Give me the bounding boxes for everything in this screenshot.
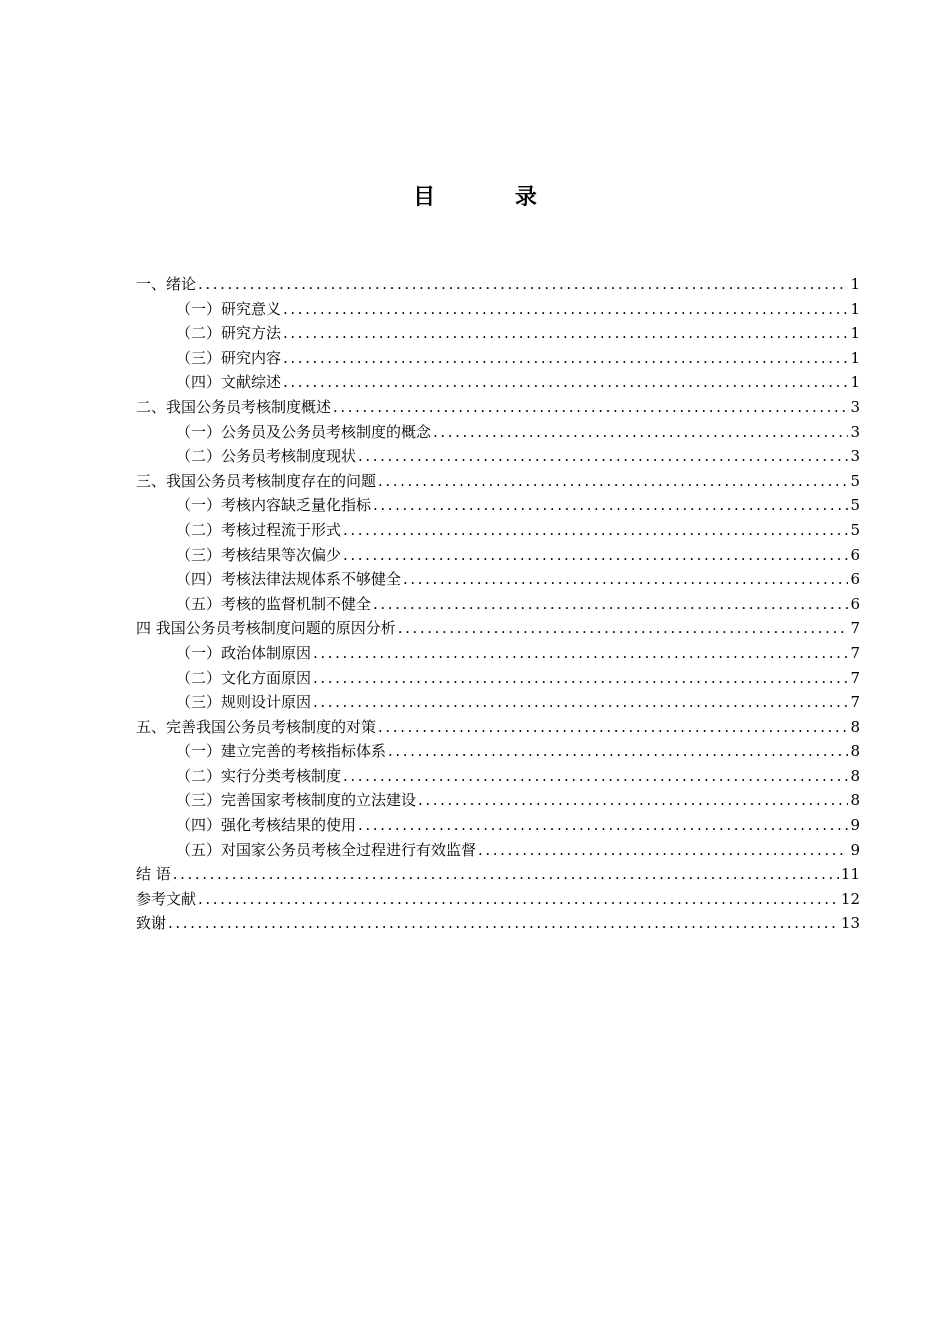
toc-entry-title: （四）文献综述: [176, 373, 282, 392]
toc-entry: [136, 272, 860, 297]
toc-entry: [136, 616, 860, 641]
toc-entry: [136, 444, 860, 469]
toc-entry: [136, 395, 860, 420]
toc-page-number: 7: [850, 619, 860, 638]
toc-entry: [136, 838, 860, 863]
toc-entry-title: （一）研究意义: [176, 299, 282, 318]
toc-entry: [136, 690, 860, 715]
toc-entry-title: 五、完善我国公务员考核制度的对策: [136, 717, 377, 736]
toc-entry-title: （二）考核过程流于形式: [176, 520, 342, 539]
toc-entry-title: （三）规则设计原因: [176, 693, 312, 712]
toc-leader-dots: [398, 616, 849, 641]
toc-entry-title: 结 语: [136, 865, 171, 884]
toc-entry-title: （三）完善国家考核制度的立法建设: [176, 791, 417, 810]
toc-entry-title: （四）考核法律法规体系不够健全: [176, 570, 402, 589]
toc-entry-title: （五）对国家公务员考核全过程进行有效监督: [176, 840, 477, 859]
toc-page-number: 3: [850, 397, 860, 416]
toc-leader-dots: [403, 567, 848, 592]
toc-page-number: 13: [840, 914, 860, 933]
toc-entry: [136, 641, 860, 666]
toc-leader-dots: [378, 469, 848, 494]
toc-leader-dots: [173, 862, 839, 887]
toc-page-number: 6: [850, 545, 860, 564]
toc-page-number: 8: [850, 766, 860, 785]
toc-entry-title: （二）研究方法: [176, 324, 282, 343]
page-title: 目 录: [413, 185, 573, 210]
toc-page-number: 9: [850, 840, 860, 859]
toc-entry-title: （一）政治体制原因: [176, 643, 312, 662]
toc-entry: [136, 420, 860, 445]
toc-page-number: 5: [850, 520, 860, 539]
toc-entry: [136, 346, 860, 371]
toc-page-number: 1: [850, 299, 860, 318]
toc-page-number: 5: [850, 496, 860, 515]
toc-entry-title: （一）公务员及公务员考核制度的概念: [176, 422, 432, 441]
toc-entry: [136, 370, 860, 395]
toc-entry-title: （四）强化考核结果的使用: [176, 816, 357, 835]
toc-entry: [136, 592, 860, 617]
toc-leader-dots: [313, 666, 848, 691]
toc-entry: [136, 493, 860, 518]
toc-entry: [136, 321, 860, 346]
toc-leader-dots: [168, 911, 839, 936]
toc-entry: [136, 469, 860, 494]
toc-entry-title: （一）建立完善的考核指标体系: [176, 742, 387, 761]
toc-page-number: 3: [850, 447, 860, 466]
toc-page-number: 8: [850, 717, 860, 736]
toc-entry-title: （五）考核的监督机制不健全: [176, 594, 372, 613]
toc-entry: [136, 788, 860, 813]
toc-entry: [136, 297, 860, 322]
toc-leader-dots: [373, 592, 848, 617]
toc-entry-title: 四 我国公务员考核制度问题的原因分析: [136, 619, 396, 638]
table-of-contents: [136, 272, 860, 936]
toc-leader-dots: [478, 838, 848, 863]
toc-entry: [136, 887, 860, 912]
toc-page-number: 1: [850, 324, 860, 343]
toc-entry: [136, 518, 860, 543]
toc-entry: [136, 567, 860, 592]
toc-page-number: 12: [840, 889, 860, 908]
toc-page-number: 5: [850, 471, 860, 490]
toc-page-number: 8: [850, 742, 860, 761]
toc-entry-title: （三）考核结果等次偏少: [176, 545, 342, 564]
toc-page-number: 7: [850, 668, 860, 687]
toc-page-number: 6: [850, 570, 860, 589]
toc-entry: [136, 764, 860, 789]
toc-leader-dots: [313, 641, 848, 666]
toc-leader-dots: [343, 518, 848, 543]
toc-leader-dots: [283, 321, 848, 346]
toc-page-number: 1: [850, 275, 860, 293]
toc-leader-dots: [198, 272, 848, 297]
toc-leader-dots: [313, 690, 848, 715]
toc-entry-title: （二）实行分类考核制度: [176, 766, 342, 785]
toc-entry-title: （一）考核内容缺乏量化指标: [176, 496, 372, 515]
toc-entry-title: 三、我国公务员考核制度存在的问题: [136, 471, 377, 490]
toc-leader-dots: [418, 788, 848, 813]
toc-leader-dots: [358, 813, 848, 838]
toc-entry: [136, 862, 860, 887]
toc-page-number: 1: [850, 348, 860, 367]
toc-entry: [136, 911, 860, 936]
toc-leader-dots: [433, 420, 848, 445]
toc-entry-title: 一、绪论: [136, 275, 197, 293]
toc-leader-dots: [388, 739, 848, 764]
toc-entry-title: 致谢: [136, 914, 167, 933]
toc-leader-dots: [358, 444, 848, 469]
toc-entry: [136, 739, 860, 764]
toc-entry-title: （二）文化方面原因: [176, 668, 312, 687]
toc-page-number: 3: [850, 422, 860, 441]
toc-leader-dots: [333, 395, 848, 420]
toc-leader-dots: [373, 493, 848, 518]
toc-leader-dots: [378, 715, 848, 740]
toc-leader-dots: [283, 370, 848, 395]
toc-page-number: 11: [840, 865, 860, 884]
toc-entry-title: 参考文献: [136, 889, 197, 908]
toc-page-number: 8: [850, 791, 860, 810]
toc-entry: [136, 813, 860, 838]
toc-page-number: 1: [850, 373, 860, 392]
toc-leader-dots: [343, 764, 848, 789]
toc-leader-dots: [343, 543, 848, 568]
toc-page-number: 7: [850, 693, 860, 712]
toc-leader-dots: [283, 346, 848, 371]
toc-entry: [136, 543, 860, 568]
toc-entry-title: （三）研究内容: [176, 348, 282, 367]
toc-entry: [136, 666, 860, 691]
toc-page-number: 6: [850, 594, 860, 613]
toc-page-number: 7: [850, 643, 860, 662]
toc-entry-title: （二）公务员考核制度现状: [176, 447, 357, 466]
toc-entry: [136, 715, 860, 740]
toc-entry-title: 二、我国公务员考核制度概述: [136, 397, 332, 416]
toc-page-number: 9: [850, 816, 860, 835]
toc-leader-dots: [198, 887, 839, 912]
toc-leader-dots: [283, 297, 848, 322]
